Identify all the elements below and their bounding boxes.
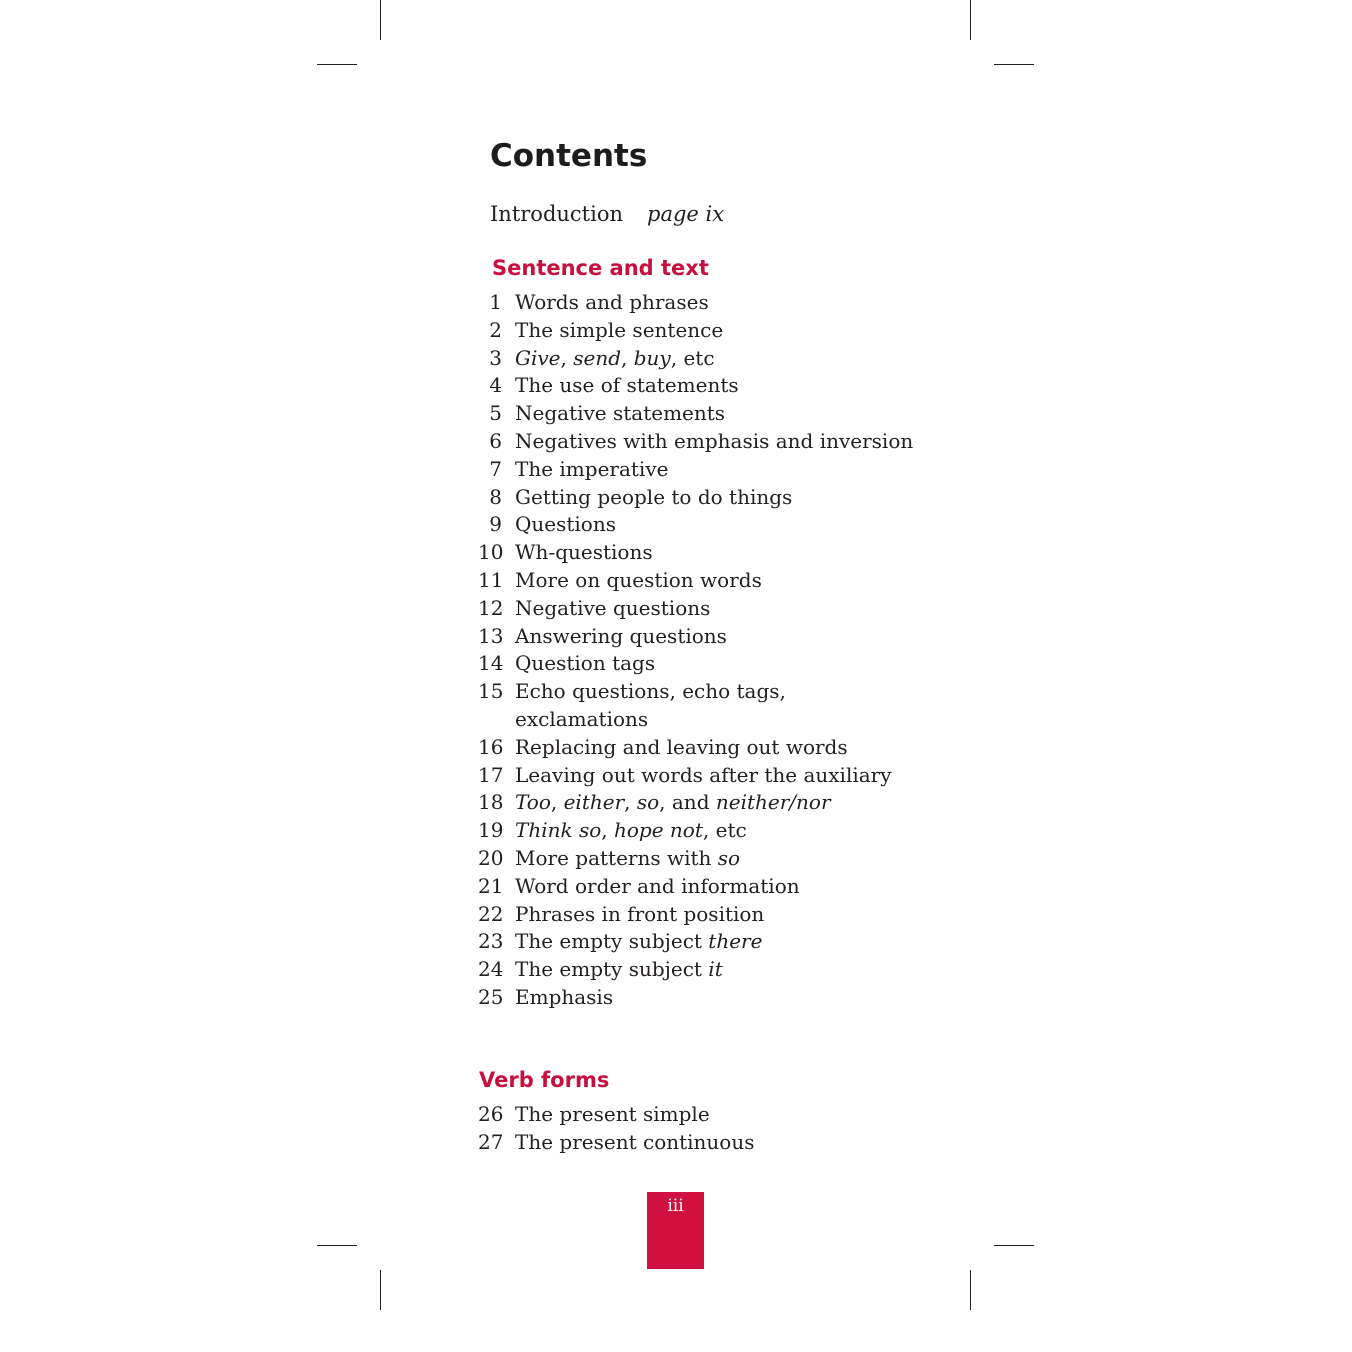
toc-entry-title: The imperative [515, 456, 669, 481]
toc-entry[interactable] [478, 345, 918, 373]
toc-entry-number: 19 [478, 818, 504, 843]
toc-entry-title: The use of statements [515, 373, 739, 398]
toc-entry-number: 14 [478, 651, 504, 676]
toc-entry[interactable] [478, 956, 918, 984]
toc-entry[interactable] [478, 428, 918, 456]
introduction-page: page ix [647, 202, 725, 226]
toc-entry-title: Wh-questions [515, 540, 653, 565]
crop-mark-left-upper [317, 64, 357, 65]
toc-entry-title: Too, either, so, and neither/nor [515, 790, 831, 815]
toc-entry[interactable] [478, 789, 918, 817]
toc-entry-title: Answering questions [515, 623, 727, 648]
toc-entry-title: The present simple [515, 1102, 710, 1126]
crop-mark-left-lower [317, 1245, 357, 1246]
toc-entry-number: 23 [478, 929, 504, 954]
toc-entry-title: The present continuous [515, 1129, 755, 1154]
toc-entry-title: Word order and information [515, 873, 800, 898]
toc-entry-title: Negative questions [515, 595, 711, 620]
toc-entry-title: Leaving out words after the auxiliary [515, 762, 892, 787]
toc-entry-number: 17 [478, 762, 504, 787]
toc-entry-number: 5 [489, 401, 502, 426]
toc-entry-number: 8 [489, 484, 502, 509]
toc-entry[interactable] [478, 650, 918, 678]
toc-entry-number: 21 [478, 873, 504, 898]
toc-entry-number: 27 [478, 1129, 504, 1154]
toc-entry-number: 13 [478, 623, 504, 648]
toc-entry[interactable] [478, 845, 918, 873]
toc-entry-title: More on question words [515, 567, 762, 592]
toc-entry[interactable] [478, 511, 918, 539]
toc-entry[interactable] [478, 928, 918, 956]
toc-entry-number: 18 [478, 790, 504, 815]
toc-entry[interactable] [478, 456, 918, 484]
toc-entry[interactable] [478, 734, 918, 762]
section-heading-sentence-and-text: Sentence and text [492, 256, 709, 280]
toc-list-sentence-and-text [478, 289, 918, 1012]
toc-entry[interactable] [478, 317, 918, 345]
toc-entry-title: More patterns with so [515, 845, 741, 870]
page-title: Contents [490, 138, 648, 174]
toc-entry-title: Getting people to do things [515, 484, 793, 509]
toc-entry-title: Think so, hope not, etc [515, 818, 747, 843]
toc-entry-number: 22 [478, 901, 504, 926]
toc-entry[interactable] [478, 595, 918, 623]
toc-entry-number: 24 [478, 957, 504, 982]
toc-entry[interactable] [478, 901, 918, 929]
toc-entry-title: Phrases in front position [515, 901, 765, 926]
toc-entry-number: 15 [478, 679, 504, 704]
toc-entry-number: 4 [489, 373, 502, 398]
toc-entry-number: 6 [489, 428, 502, 453]
toc-entry-title: Question tags [515, 651, 656, 676]
toc-entry[interactable] [478, 1129, 918, 1157]
toc-entry-title: Words and phrases [515, 290, 709, 314]
introduction-entry [490, 199, 724, 229]
toc-entry[interactable] [478, 984, 918, 1012]
page-number: iii [667, 1196, 684, 1216]
toc-entry-number: 11 [478, 567, 504, 592]
toc-entry-title: The empty subject there [515, 929, 763, 954]
toc-entry-number: 7 [489, 456, 502, 481]
toc-entry[interactable] [478, 484, 918, 512]
crop-mark-bottom-left [380, 1270, 381, 1310]
toc-entry-title: Negatives with emphasis and inversion [515, 428, 914, 453]
toc-entry[interactable] [478, 623, 918, 651]
page-number-tab [647, 1192, 704, 1269]
toc-entry[interactable] [478, 817, 918, 845]
toc-entry-number: 20 [478, 845, 504, 870]
crop-mark-top-left [380, 0, 381, 40]
toc-entry[interactable] [478, 762, 918, 790]
toc-entry-number: 2 [489, 317, 502, 342]
toc-entry-number: 16 [478, 734, 504, 759]
crop-mark-bottom-right [970, 1270, 971, 1310]
toc-entry[interactable] [478, 289, 918, 317]
toc-entry[interactable] [478, 539, 918, 567]
toc-entry[interactable] [478, 678, 918, 734]
crop-mark-right-upper [994, 64, 1034, 65]
toc-entry[interactable] [478, 1101, 918, 1129]
toc-entry[interactable] [478, 567, 918, 595]
toc-entry-number: 26 [478, 1102, 504, 1126]
toc-entry-title: Emphasis [515, 984, 614, 1009]
toc-entry[interactable] [478, 873, 918, 901]
toc-entry-number: 25 [478, 984, 504, 1009]
toc-entry-title: The simple sentence [515, 317, 724, 342]
toc-entry-title: Replacing and leaving out words [515, 734, 848, 759]
toc-entry-title: Echo questions, echo tags, exclamations [515, 679, 786, 731]
toc-entry-title: Give, send, buy, etc [515, 345, 715, 370]
toc-entry-number: 12 [478, 595, 504, 620]
toc-entry-title: Questions [515, 512, 616, 537]
crop-mark-top-right [970, 0, 971, 40]
crop-mark-right-lower [994, 1245, 1034, 1246]
toc-entry-number: 1 [489, 290, 502, 314]
toc-entry-number: 10 [478, 540, 504, 565]
section-heading-verb-forms: Verb forms [479, 1068, 610, 1092]
toc-entry-number: 9 [489, 512, 502, 537]
toc-entry-number: 3 [489, 345, 502, 370]
toc-entry[interactable] [478, 400, 918, 428]
toc-entry-title: The empty subject it [515, 957, 723, 982]
introduction-label: Introduction [490, 202, 623, 226]
toc-entry-title: Negative statements [515, 401, 726, 426]
toc-entry[interactable] [478, 372, 918, 400]
toc-list-verb-forms [478, 1101, 918, 1157]
